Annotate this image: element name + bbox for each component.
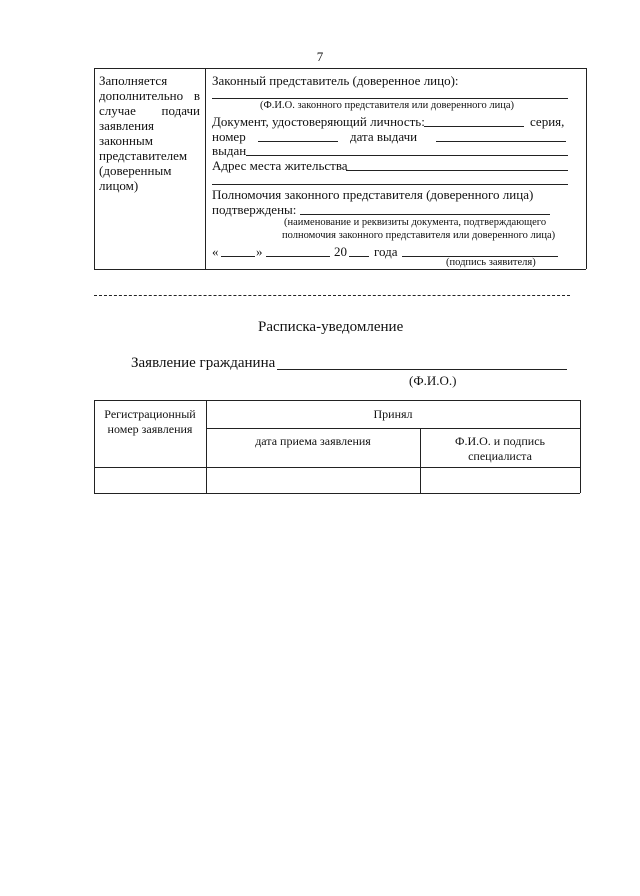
applicant-name-line[interactable] (277, 369, 567, 370)
signature-caption: (подпись заявителя) (446, 257, 536, 268)
address-label: Адрес места жительства (212, 158, 348, 173)
authority-label: Полномочия законного представителя (доверенного лица) (212, 187, 534, 202)
left-label-line-8: лицом) (99, 178, 139, 193)
confirmed-label: подтверждены: (212, 202, 297, 217)
accepted-header: Принял (373, 407, 413, 421)
cut-line (94, 295, 570, 296)
day-line[interactable] (221, 256, 255, 257)
doc-caption-1: (наименование и реквизиты документа, подтверждающего (284, 217, 547, 228)
reg-number-cell[interactable] (95, 468, 205, 492)
left-label-line-1: Заполняется (99, 73, 168, 88)
reg-number-header-2: номер заявления (107, 422, 193, 436)
issue-date-label: дата выдачи (350, 129, 418, 144)
date-header: дата приема заявления (255, 434, 371, 448)
left-label-line-3: случае подачи (99, 103, 200, 118)
date-close-quote: » (256, 244, 263, 259)
left-label-line-5: законным (99, 133, 153, 148)
application-label: Заявление гражданина (131, 355, 276, 371)
address-line-2[interactable] (212, 184, 568, 185)
year-line[interactable] (349, 256, 369, 257)
rep-name-line[interactable] (212, 98, 568, 99)
rep-title: Законный представитель (доверенное лицо): (212, 73, 459, 88)
left-label-line-2: дополнительно в (99, 88, 200, 103)
issued-label: выдан (212, 143, 247, 158)
receipt-title: Расписка-уведомление (258, 319, 404, 335)
left-label-line-6: представителем (99, 148, 188, 163)
reg-number-header-1: Регистрационный (104, 407, 196, 421)
page-number: 7 (316, 49, 324, 64)
year-prefix: 20 (334, 244, 347, 259)
left-label-line-4: заявления (99, 118, 155, 133)
specialist-header-1: Ф.И.О. и подпись (454, 434, 546, 448)
left-label-line-7: (доверенным (99, 163, 172, 178)
date-open-quote: « (212, 244, 219, 259)
doc-label: Документ, удостоверяющий личность: (212, 114, 425, 129)
month-line[interactable] (266, 256, 330, 257)
number-label: номер (212, 129, 246, 144)
date-cell[interactable] (207, 468, 419, 492)
specialist-cell[interactable] (421, 468, 579, 492)
year-suffix: года (374, 244, 398, 259)
rep-caption: (Ф.И.О. законного представителя или доверенного лица) (260, 100, 514, 111)
doc-series-line[interactable] (424, 126, 524, 127)
issued-by-line[interactable] (246, 155, 568, 156)
doc-number-line[interactable] (258, 141, 338, 142)
address-line-1[interactable] (346, 170, 568, 171)
doc-caption-2: полномочия законного представителя или доверенного лица) (282, 230, 556, 241)
authority-doc-line[interactable] (300, 214, 550, 215)
series-label: серия, (530, 114, 565, 129)
specialist-header-2: специалиста (468, 449, 532, 463)
fio-caption: (Ф.И.О.) (409, 373, 457, 388)
issue-date-line[interactable] (436, 141, 566, 142)
